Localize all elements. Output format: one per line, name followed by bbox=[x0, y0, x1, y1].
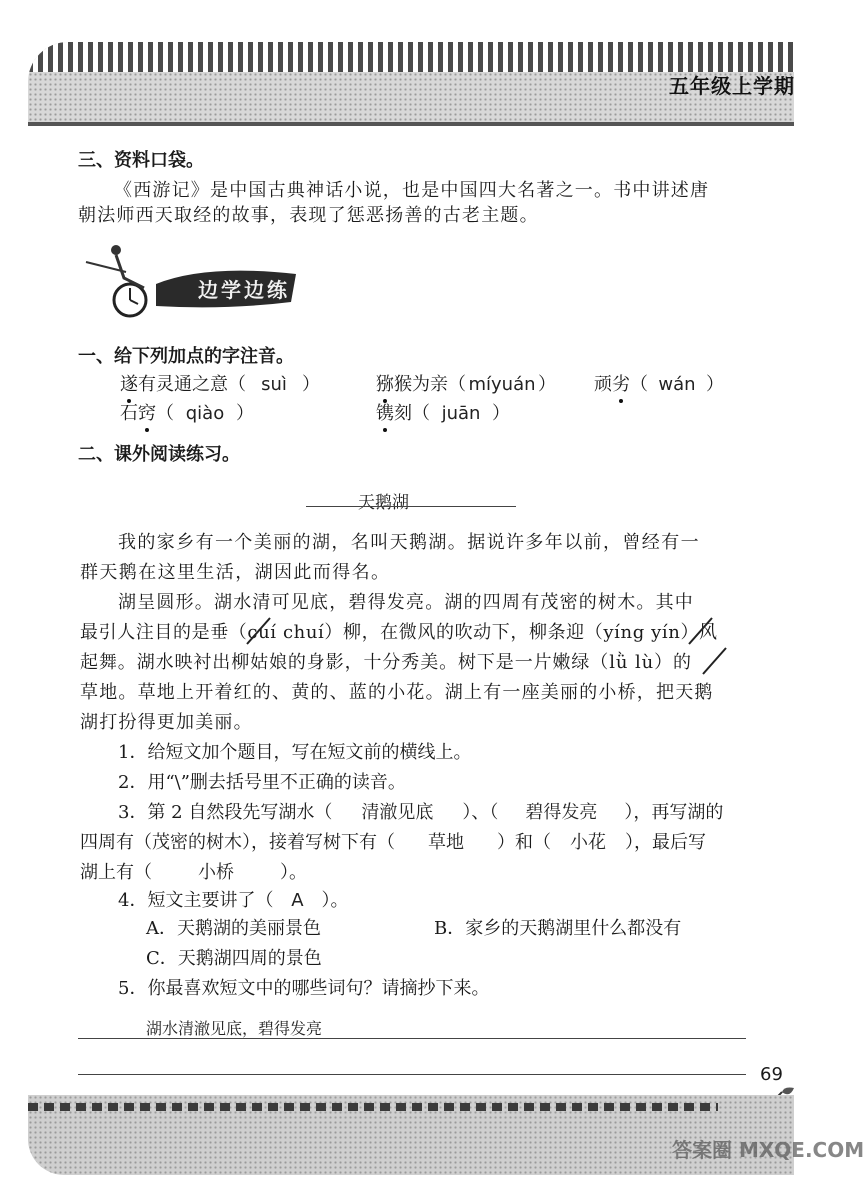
q1-answer-5: juān bbox=[441, 403, 481, 424]
q1-answer-1: suì bbox=[261, 374, 287, 395]
option-c: C．天鹅湖四周的景色 bbox=[146, 948, 322, 969]
q5-answer: 湖水清澈见底，碧得发亮 bbox=[146, 1019, 323, 1038]
q1-item-1: 遂有灵通之意（ suì ） bbox=[120, 374, 320, 395]
watermark: 答案圈 MXQE.COM bbox=[672, 1138, 864, 1162]
answer-line-1 bbox=[78, 1038, 746, 1039]
q1-item-2: 猕猴为亲（ míyuán ） bbox=[376, 374, 556, 395]
footer-dashes bbox=[28, 1103, 718, 1111]
question-3-line2: 四周有（茂密的树木），接着写树下有（ 草地 ）和（ 小花 ），最后写 bbox=[80, 832, 706, 853]
q1-answer-2: míyuán bbox=[468, 374, 536, 395]
passage-title: 天鹅湖 bbox=[358, 493, 409, 513]
question-2: 2．用“\”删去括号里不正确的读音。 bbox=[118, 772, 406, 793]
para1-line2: 群天鹅在这里生活，湖因此而得名。 bbox=[80, 562, 391, 583]
q3-answer-1: 清澈见底 bbox=[361, 802, 434, 823]
logo-text: 边学边练 bbox=[198, 278, 290, 302]
answer-line-2 bbox=[78, 1074, 746, 1075]
para2-line5: 湖打扮得更加美丽。 bbox=[80, 712, 253, 733]
page-number: 69 bbox=[760, 1064, 783, 1085]
question-5: 5．你最喜欢短文中的哪些词句？请摘抄下来。 bbox=[118, 978, 490, 999]
section3-line1: 《西游记》是中国古典神话小说，也是中国四大名著之一。书中讲述唐 bbox=[114, 180, 710, 201]
section-logo bbox=[86, 244, 306, 328]
q3-answer-5: 小花 bbox=[570, 832, 606, 853]
q1-item-3: 顽劣（ wán ） bbox=[594, 374, 724, 395]
question-1: 1．给短文加个题目，写在短文前的横线上。 bbox=[118, 742, 472, 763]
para2-line2: 最引人注目的是垂（cuí chuí）柳，在微风的吹动下，柳条迎（yíng yín）风 bbox=[80, 622, 718, 643]
q3-answer-2: 碧得发亮 bbox=[525, 802, 598, 823]
q3-answer-4: 草地 bbox=[428, 832, 464, 853]
q1-item-4: 石窍（ qiào ） bbox=[120, 403, 254, 424]
para2-line3: 起舞。湖水映衬出柳姑娘的身影，十分秀美。树下是一片嫩绿（lǜ lù）的 bbox=[80, 652, 692, 673]
para2-line1: 湖呈圆形。湖水清可见底，碧得发亮。湖的四周有茂密的树木。其中 bbox=[118, 592, 694, 613]
header-title: 五年级上学期 bbox=[669, 74, 795, 98]
question-4: 4．短文主要讲了（ A ）。 bbox=[118, 890, 349, 911]
section3-title: 三、资料口袋。 bbox=[78, 150, 204, 171]
question-3-line1: 3．第 2 自然段先写湖水（ 清澈见底 ）、（ 碧得发亮 ），再写湖的 bbox=[118, 802, 724, 823]
q2-title: 二、课外阅读练习。 bbox=[78, 444, 240, 465]
option-b: B．家乡的天鹅湖里什么都没有 bbox=[434, 918, 682, 939]
q4-answer: A bbox=[291, 890, 304, 911]
q3-answer-6: 小桥 bbox=[198, 862, 234, 883]
section3-line2: 朝法师西天取经的故事，表现了惩恶扬善的古老主题。 bbox=[78, 205, 539, 226]
q1-answer-3: wán bbox=[658, 374, 696, 395]
para2-line4: 草地。草地上开着红的、黄的、蓝的小花。湖上有一座美丽的小桥，把天鹅 bbox=[80, 682, 714, 703]
q1-answer-4: qiào bbox=[185, 403, 225, 424]
option-a: A．天鹅湖的美丽景色 bbox=[146, 918, 321, 939]
para1-line1: 我的家乡有一个美丽的湖，名叫天鹅湖。据说许多年以前，曾经有一 bbox=[118, 532, 700, 553]
question-3-line3: 湖上有（ 小桥 ）。 bbox=[80, 862, 307, 883]
q3-answer-3: 茂密的树木 bbox=[152, 832, 242, 853]
strike-mark-cui bbox=[244, 614, 274, 650]
strike-mark-lu bbox=[700, 644, 730, 680]
q1-title: 一、给下列加点的字注音。 bbox=[78, 346, 294, 367]
q1-item-5: 镌刻（ juān ） bbox=[376, 403, 510, 424]
title-line bbox=[306, 506, 516, 507]
